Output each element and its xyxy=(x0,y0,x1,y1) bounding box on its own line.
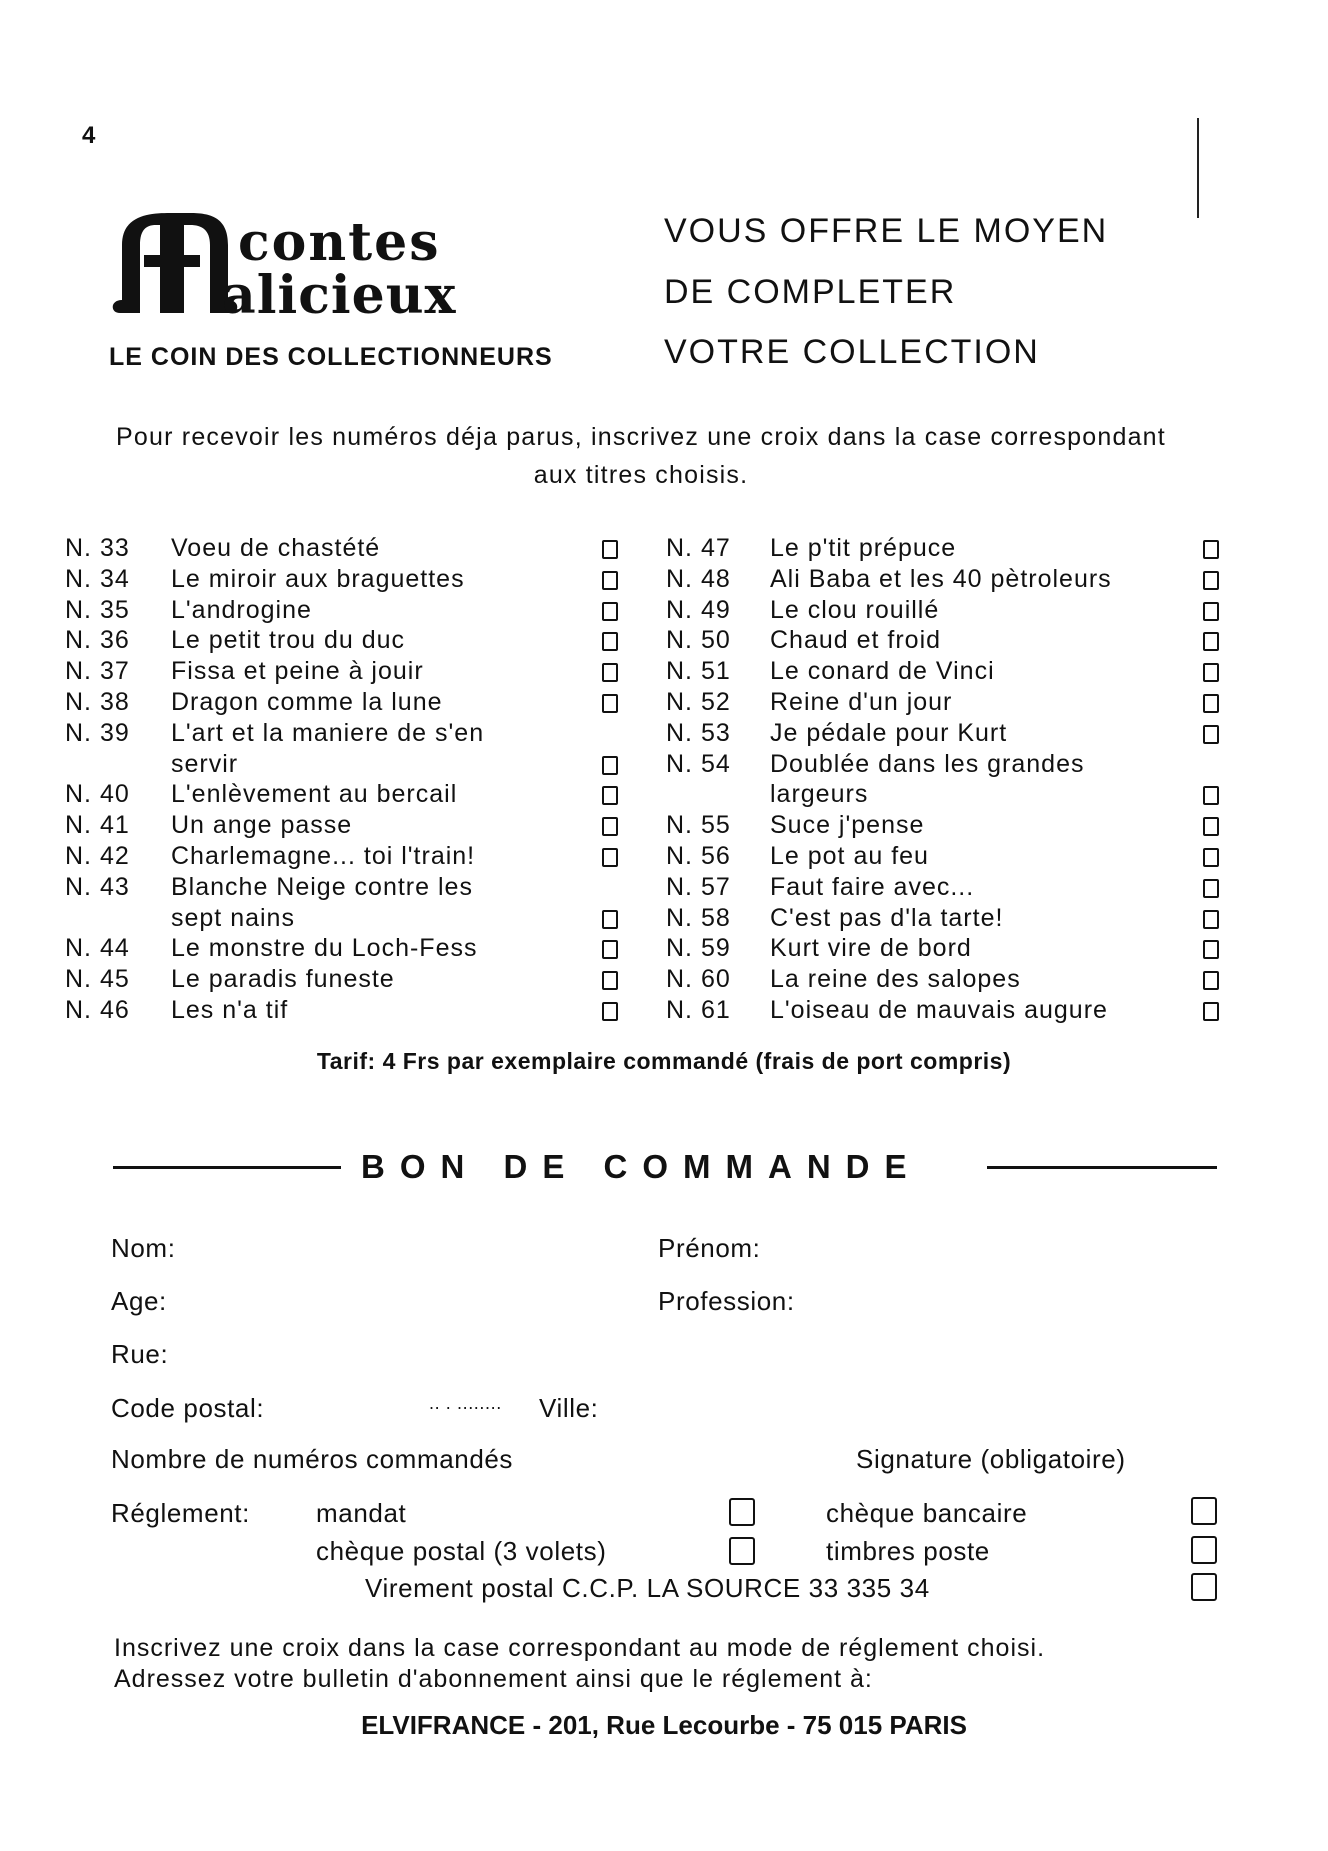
issue-checkbox[interactable] xyxy=(602,817,618,836)
issue-title: Charlemagne... toi l'train! xyxy=(171,842,476,870)
issue-title: Le miroir aux braguettes xyxy=(171,564,465,593)
issue-number: N. 55 xyxy=(666,811,731,840)
issue-item xyxy=(666,596,1223,627)
issue-title: La reine des salopes xyxy=(770,965,1021,994)
issue-item xyxy=(65,596,622,627)
issue-title: Le paradis funeste xyxy=(171,965,395,994)
issue-item xyxy=(666,904,1223,935)
issue-number: N. 53 xyxy=(666,718,731,747)
cheque-bancaire-label: chèque bancaire xyxy=(826,1498,1028,1528)
order-form-title: BON DE COMMANDE xyxy=(361,1148,922,1185)
issue-number: N. 38 xyxy=(65,688,130,716)
cheque-bancaire-checkbox[interactable] xyxy=(1191,1497,1217,1525)
issue-checkbox[interactable] xyxy=(602,971,618,990)
issue-checkbox[interactable] xyxy=(602,848,618,867)
issue-number: N. 52 xyxy=(666,688,731,716)
instruction-line-2: Adressez votre bulletin d'abonnement ainsi que le réglement à: xyxy=(114,1665,873,1693)
virement-checkbox[interactable] xyxy=(1191,1573,1217,1601)
issue-checkbox[interactable] xyxy=(1203,602,1219,621)
issue-item xyxy=(666,873,1223,904)
issue-number: N. 36 xyxy=(65,626,130,655)
issue-number: N. 44 xyxy=(65,934,130,963)
svg-text:alicieux: alicieux xyxy=(222,265,457,326)
issue-item xyxy=(65,780,622,811)
issue-number: N. 46 xyxy=(65,996,130,1024)
issue-number: N. 34 xyxy=(65,564,130,593)
issue-item xyxy=(65,934,622,965)
divider-right xyxy=(987,1166,1217,1169)
issue-checkbox[interactable] xyxy=(602,940,618,959)
issue-item xyxy=(666,996,1223,1027)
issue-title: L'art et la maniere de s'en xyxy=(171,718,485,747)
issue-number: N. 39 xyxy=(65,718,130,747)
nom-label: Nom: xyxy=(111,1233,176,1263)
issue-number: N. 33 xyxy=(65,534,130,562)
issue-checkbox[interactable] xyxy=(1203,540,1219,559)
issue-number: N. 61 xyxy=(666,996,731,1024)
issue-checkbox[interactable] xyxy=(1203,910,1219,929)
issue-item xyxy=(666,719,1223,750)
page-number: 4 xyxy=(82,122,96,149)
issue-checkbox[interactable] xyxy=(1203,848,1219,867)
mandat-label: mandat xyxy=(316,1498,407,1528)
issue-item xyxy=(65,842,622,873)
issue-number: N. 47 xyxy=(666,534,731,562)
signature-label: Signature (obligatoire) xyxy=(856,1444,1126,1474)
issue-number: N. 50 xyxy=(666,626,731,655)
offer-line-3: VOTRE COLLECTION xyxy=(664,333,1040,371)
issue-title: C'est pas d'la tarte! xyxy=(770,903,1004,932)
issue-item xyxy=(65,626,622,657)
issue-title: Le petit trou du duc xyxy=(171,626,406,655)
contes-malicieux-logo xyxy=(110,205,457,326)
issue-checkbox[interactable] xyxy=(602,910,618,929)
issue-item xyxy=(666,565,1223,596)
margin-line xyxy=(1197,118,1199,218)
mailing-address: ELVIFRANCE - 201, Rue Lecourbe - 75 015 PARIS xyxy=(361,1710,967,1740)
issue-title-continued: servir xyxy=(171,749,239,778)
issue-title: Le clou rouillé xyxy=(770,595,940,624)
issue-title: Fissa et peine à jouir xyxy=(171,657,424,686)
issue-checkbox[interactable] xyxy=(1203,879,1219,898)
issue-title: Voeu de chastété xyxy=(171,534,381,562)
subtitle: LE COIN DES COLLECTIONNEURS xyxy=(109,343,553,371)
issue-checkbox[interactable] xyxy=(1203,1002,1219,1021)
issue-number: N. 42 xyxy=(65,842,130,870)
issue-title: Faut faire avec... xyxy=(770,872,975,901)
issue-item xyxy=(65,688,622,719)
issue-number: N. 43 xyxy=(65,872,130,901)
timbres-checkbox[interactable] xyxy=(1191,1536,1217,1564)
offer-line-1: VOUS OFFRE LE MOYEN xyxy=(664,212,1109,250)
age-label: Age: xyxy=(111,1286,167,1316)
issue-checkbox[interactable] xyxy=(1203,632,1219,651)
issue-item xyxy=(65,872,622,932)
issue-checkbox[interactable] xyxy=(602,756,618,775)
issue-checkbox[interactable] xyxy=(1203,817,1219,836)
issue-number: N. 40 xyxy=(65,780,130,809)
issue-title: Le p'tit prépuce xyxy=(770,534,957,562)
issue-checkbox[interactable] xyxy=(602,1002,618,1021)
issue-checkbox[interactable] xyxy=(602,663,618,682)
issue-item xyxy=(65,811,622,842)
issue-title: Le conard de Vinci xyxy=(770,657,995,686)
issue-checkbox[interactable] xyxy=(602,602,618,621)
issue-title: Kurt vire de bord xyxy=(770,934,972,963)
mandat-checkbox[interactable] xyxy=(729,1498,755,1526)
issue-title: L'oiseau de mauvais augure xyxy=(770,996,1108,1024)
issue-item xyxy=(65,657,622,688)
issue-title: Blanche Neige contre les xyxy=(171,872,473,901)
divider-left xyxy=(113,1166,341,1169)
issue-item xyxy=(666,534,1223,565)
issue-title: Je pédale pour Kurt xyxy=(770,718,1008,747)
issue-number: N. 56 xyxy=(666,842,731,870)
issue-number: N. 57 xyxy=(666,872,731,901)
issue-title: Ali Baba et les 40 pètroleurs xyxy=(770,564,1112,593)
issue-item xyxy=(666,688,1223,719)
issue-checkbox[interactable] xyxy=(1203,786,1219,805)
issue-checkbox[interactable] xyxy=(1203,571,1219,590)
instruction-line-1: Inscrivez une croix dans la case correspondant au mode de réglement choisi. xyxy=(114,1634,1046,1662)
issue-checkbox[interactable] xyxy=(1203,663,1219,682)
issue-title: Doublée dans les grandes xyxy=(770,749,1085,778)
issue-number: N. 48 xyxy=(666,564,731,593)
issue-title-continued: sept nains xyxy=(171,903,295,932)
cheque-postal-checkbox[interactable] xyxy=(729,1537,755,1565)
issue-checkbox[interactable] xyxy=(1203,971,1219,990)
issue-checkbox[interactable] xyxy=(602,786,618,805)
issue-title: Reine d'un jour xyxy=(770,688,953,716)
issue-number: N. 59 xyxy=(666,934,731,963)
issue-item xyxy=(666,934,1223,965)
issue-item xyxy=(65,965,622,996)
issue-item xyxy=(666,842,1223,873)
issue-number: N. 51 xyxy=(666,657,731,686)
issue-item xyxy=(666,811,1223,842)
issue-checkbox[interactable] xyxy=(602,632,618,651)
code-postal-dots[interactable]: .. . ........ xyxy=(429,1393,502,1413)
issue-number: N. 58 xyxy=(666,903,731,932)
issue-checkbox[interactable] xyxy=(602,571,618,590)
issue-title: Dragon comme la lune xyxy=(171,688,443,716)
issue-number: N. 49 xyxy=(666,595,731,624)
ville-label: Ville: xyxy=(539,1393,599,1423)
issue-number: N. 60 xyxy=(666,965,731,994)
issue-title: Les n'a tif xyxy=(171,996,289,1024)
issue-item xyxy=(65,534,622,565)
issue-checkbox[interactable] xyxy=(1203,940,1219,959)
issue-checkbox[interactable] xyxy=(1203,694,1219,713)
issue-title: Un ange passe xyxy=(171,811,353,840)
issue-title: Chaud et froid xyxy=(770,626,942,655)
offer-line-2: DE COMPLETER xyxy=(664,273,957,311)
prenom-label: Prénom: xyxy=(658,1233,761,1263)
issue-title: L'enlèvement au bercail xyxy=(171,780,458,809)
rue-label: Rue: xyxy=(111,1339,169,1369)
issue-item xyxy=(65,996,622,1027)
issue-number: N. 45 xyxy=(65,965,130,994)
issue-number: N. 35 xyxy=(65,595,130,624)
issue-title: Suce j'pense xyxy=(770,811,925,840)
virement-label: Virement postal C.C.P. LA SOURCE 33 335 34 xyxy=(365,1573,930,1603)
issue-checkbox[interactable] xyxy=(602,694,618,713)
issue-title: L'androgine xyxy=(171,595,312,624)
svg-text:contes: contes xyxy=(238,212,441,273)
reglement-label: Réglement: xyxy=(111,1498,250,1528)
issue-item xyxy=(666,657,1223,688)
code-postal-label: Code postal: xyxy=(111,1393,265,1423)
issue-checkbox[interactable] xyxy=(602,540,618,559)
issue-title: Le monstre du Loch-Fess xyxy=(171,934,478,963)
price-note: Tarif: 4 Frs par exemplaire commandé (frais de port compris) xyxy=(316,1048,1012,1074)
issue-title: Le pot au feu xyxy=(770,842,929,870)
intro-text: Pour recevoir les numéros déja parus, inscrivez une croix dans la case correspondant aux titres choisis. xyxy=(116,423,1166,489)
issue-item xyxy=(666,749,1223,809)
issue-number: N. 54 xyxy=(666,749,731,778)
issue-title-continued: largeurs xyxy=(770,780,869,809)
profession-label: Profession: xyxy=(658,1286,795,1316)
issue-item xyxy=(666,965,1223,996)
nombre-label: Nombre de numéros commandés xyxy=(111,1444,514,1474)
issue-checkbox[interactable] xyxy=(1203,725,1219,744)
issue-item xyxy=(65,565,622,596)
issue-number: N. 41 xyxy=(65,811,130,840)
timbres-label: timbres poste xyxy=(826,1536,990,1566)
issue-item xyxy=(65,718,622,778)
issue-item xyxy=(666,626,1223,657)
cheque-postal-label: chèque postal (3 volets) xyxy=(316,1536,607,1566)
issue-number: N. 37 xyxy=(65,657,130,686)
